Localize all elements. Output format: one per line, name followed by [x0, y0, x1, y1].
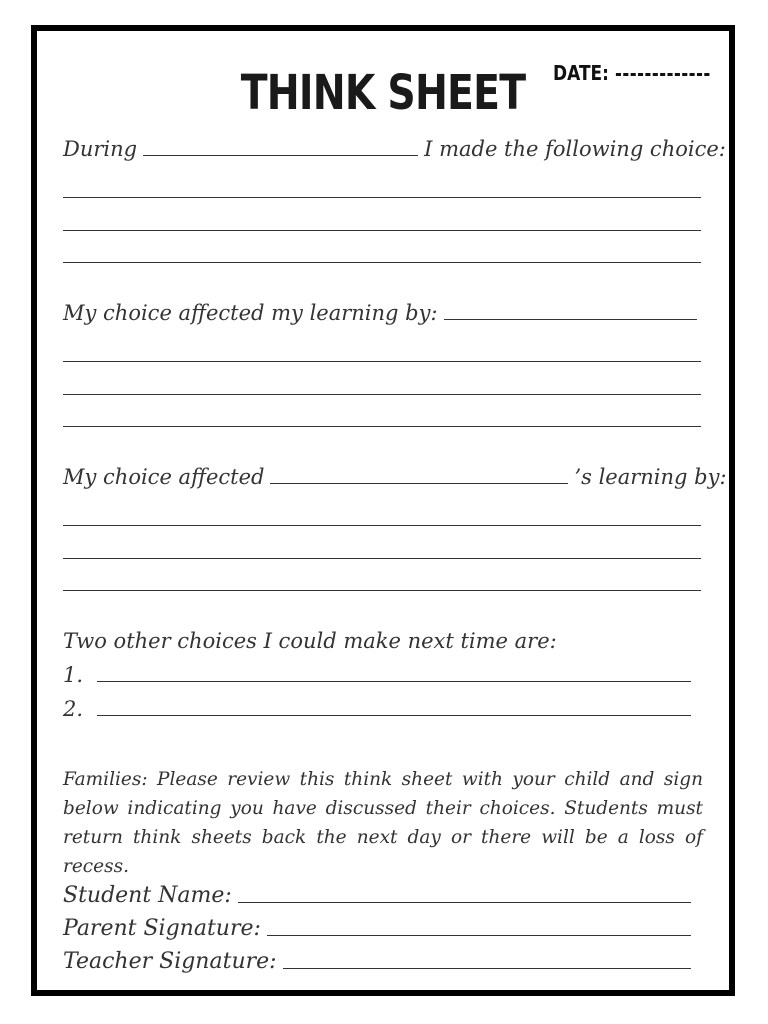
date-field	[553, 61, 709, 85]
choice-label: I made the following choice:	[424, 137, 726, 161]
other-choice-item	[63, 697, 697, 721]
answer-line[interactable]	[63, 525, 701, 526]
student-name-blank[interactable]	[238, 901, 691, 903]
parent-signature-label: Parent Signature:	[63, 916, 261, 941]
other-choices-label: Two other choices I could make next time are:	[63, 629, 557, 653]
parent-signature-row	[63, 916, 697, 941]
answer-line[interactable]	[63, 230, 701, 231]
date-label: DATE:	[553, 61, 609, 85]
parent-signature-blank[interactable]	[267, 934, 691, 936]
student-name-label: Student Name:	[63, 883, 232, 908]
answer-line[interactable]	[63, 426, 701, 427]
other-choice-item	[63, 663, 697, 687]
date-blank[interactable]	[616, 73, 710, 76]
during-blank[interactable]	[143, 154, 418, 156]
during-row	[63, 137, 726, 161]
during-label: During	[63, 137, 138, 161]
affected-learning-row	[63, 301, 703, 325]
affected-learning-label: My choice affected my learning by:	[63, 301, 438, 325]
teacher-signature-row	[63, 949, 697, 974]
student-name-row	[63, 883, 697, 908]
teacher-signature-label: Teacher Signature:	[63, 949, 277, 974]
answer-line[interactable]	[63, 558, 701, 559]
other-choices-heading	[63, 629, 703, 653]
answer-line[interactable]	[63, 590, 701, 591]
families-note: Families: Please review this think sheet with your child and sign below indicating you have discussed their choices. Students must return think sheets back the next day or there will be a loss of recess.	[63, 769, 703, 877]
affected-others-row	[63, 465, 727, 489]
other-choice-blank[interactable]	[97, 714, 691, 716]
worksheet-page	[31, 25, 735, 996]
affected-others-blank[interactable]	[270, 482, 568, 484]
answer-line[interactable]	[63, 361, 701, 362]
item-number: 1.	[63, 663, 84, 687]
affected-others-prefix: My choice affected	[63, 465, 265, 489]
answer-line[interactable]	[63, 197, 701, 198]
teacher-signature-blank[interactable]	[283, 967, 691, 969]
worksheet-title: THINK SHEET	[240, 65, 526, 121]
affected-learning-blank[interactable]	[444, 318, 697, 320]
other-choice-blank[interactable]	[97, 680, 691, 682]
answer-line[interactable]	[63, 262, 701, 263]
item-number: 2.	[63, 697, 84, 721]
affected-others-suffix: ’s learning by:	[574, 465, 727, 489]
answer-line[interactable]	[63, 394, 701, 395]
